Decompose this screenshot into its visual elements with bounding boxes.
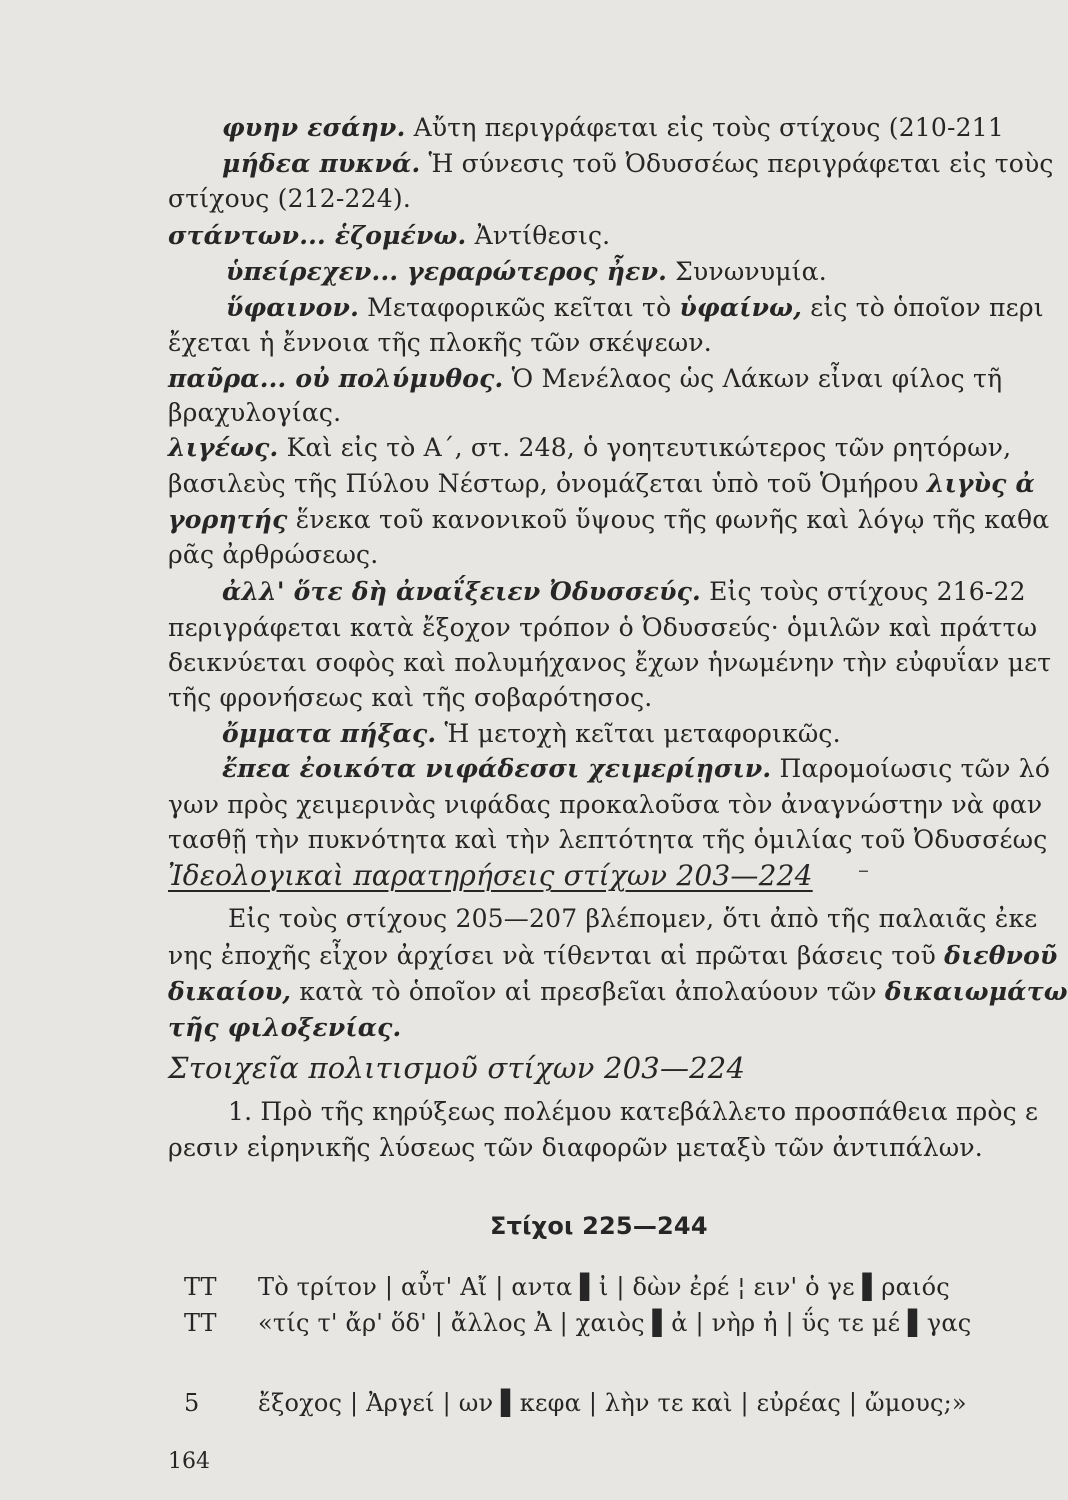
section-heading-civilization: Στοιχεῖα πολιτισμοῦ στίχων 203—224	[168, 1051, 746, 1085]
text-line: παῦρα... οὐ πολύμυθος. Ὁ Μενέλαος ὡς Λάκων εἶναι φίλος τῆ	[168, 364, 1003, 393]
text-line: τασθῇ τὴν πυκνότητα καὶ τὴν λεπτότητα τῆς ὁμιλίας τοῦ Ὀδυσσέως	[168, 825, 1048, 854]
verse-label: TT	[184, 1309, 217, 1337]
verse-label: TT	[184, 1273, 217, 1301]
text-line: μήδεα πυκνά. Ἡ σύνεσις τοῦ Ὀδυσσέως περιγράφεται εἰς τοὺς	[222, 149, 1054, 178]
section-heading-ideological: Ἰδεολογικαὶ παρατηρήσεις στίχων 203—224	[168, 859, 813, 892]
text-line: φυην εσάην. Αὔτη περιγράφεται εἰς τοὺς στίχους (210-211	[222, 113, 1004, 142]
text-line: γων πρὸς χειμερινὰς νιφάδας προκαλοῦσα τὸν ἀναγνώστην νὰ φαν	[168, 790, 1043, 819]
text-line: δικαίου, κατὰ τὸ ὁποῖον αἱ πρεσβεῖαι ἀπολαύουν τῶν δικαιωμάτω	[168, 977, 1068, 1006]
text-line: γορητής ἕνεκα τοῦ κανονικοῦ ὕψους τῆς φωνῆς καὶ λόγῳ τῆς καθα	[168, 505, 1050, 534]
verse-line: ἔξοχος | Ἀργεί | ων ▌κεφα | λὴν τε καὶ | εὐρέας | ὤμους;»	[258, 1389, 967, 1417]
margin-mark: –	[858, 858, 869, 883]
verse-number: 5	[184, 1389, 200, 1417]
text-line: βραχυλογίας.	[168, 398, 342, 427]
text-line: Εἰς τοὺς στίχους 205—207 βλέπομεν, ὅτι ἀπὸ τῆς παλαιᾶς ἐκε	[228, 904, 1038, 933]
text-line: στάντων... ἑζομένω. Ἀντίθεσις.	[168, 221, 611, 250]
text-line: ἔπεα ἐοικότα νιφάδεσσι χειμερίῃσιν. Παρομοίωσις τῶν λό	[222, 754, 1051, 783]
text-line: ὕφαινον. Μεταφορικῶς κεῖται τὸ ὑφαίνω, εἰς τὸ ὁποῖον περι	[226, 293, 1044, 322]
verse-line: Τὸ τρίτον | αὖτ' Αἴ | αντα ▌ἰ | δὼν ἐρέ ¦ ειν' ὁ γε ▌ραιός	[258, 1273, 950, 1301]
text-line: τῆς φρονήσεως καὶ τῆς σοβαρότησος.	[168, 683, 653, 712]
page-number: 164	[168, 1449, 210, 1474]
verse-title: Στίχοι 225—244	[490, 1212, 708, 1240]
verse-line: «τίς τ' ἄρ' ὅδ' | ἄλλος Ἀ | χαιὸς ▌ἀ | νὴρ ἠ | ΰς τε μέ ▌γας	[258, 1309, 972, 1337]
text-line: ἔχεται ἡ ἔννοια τῆς πλοκῆς τῶν σκέψεων.	[168, 328, 712, 357]
text-line: βασιλεὺς τῆς Πύλου Νέστωρ, ὀνομάζεται ὑπὸ τοῦ Ὁμήρου λιγὺς ἀ	[168, 469, 1035, 498]
text-line: 1. Πρὸ τῆς κηρύξεως πολέμου κατεβάλλετο προσπάθεια πρὸς ε	[228, 1097, 1039, 1126]
text-line: ἀλλ' ὅτε δὴ ἀναΐξειεν Ὀδυσσεύς. Εἰς τοὺς στίχους 216-22	[222, 577, 1026, 606]
text-line: στίχους (212-224).	[168, 184, 411, 213]
text-line: ὄμματα πήξας. Ἡ μετοχὴ κεῖται μεταφορικῶς.	[222, 719, 841, 748]
text-line: ρεσιν εἰρηνικῆς λύσεως τῶν διαφορῶν μεταξὺ τῶν ἀντιπάλων.	[168, 1133, 983, 1162]
text-line: λιγέως. Καὶ εἰς τὸ Α΄, στ. 248, ὁ γοητευτικώτερος τῶν ρητόρων,	[168, 433, 1012, 462]
text-line: δεικνύεται σοφὸς καὶ πολυμήχανος ἔχων ἡνωμένην τὴν εὐφυΐαν μετ	[168, 648, 1052, 677]
text-line: τῆς φιλοξενίας.	[168, 1013, 402, 1042]
text-line: νης ἐποχῆς εἶχον ἀρχίσει νὰ τίθενται αἱ πρῶται βάσεις τοῦ διεθνοῦ	[168, 941, 1058, 970]
text-line: ὑπείρεχεν... γεραρώτερος ἦεν. Συνωνυμία.	[226, 257, 827, 286]
text-line: περιγράφεται κατὰ ἔξοχον τρόπον ὁ Ὀδυσσεύς· ὁμιλῶν καὶ πράττω	[168, 613, 1038, 642]
text-line: ρᾶς ἀρθρώσεως.	[168, 540, 379, 569]
